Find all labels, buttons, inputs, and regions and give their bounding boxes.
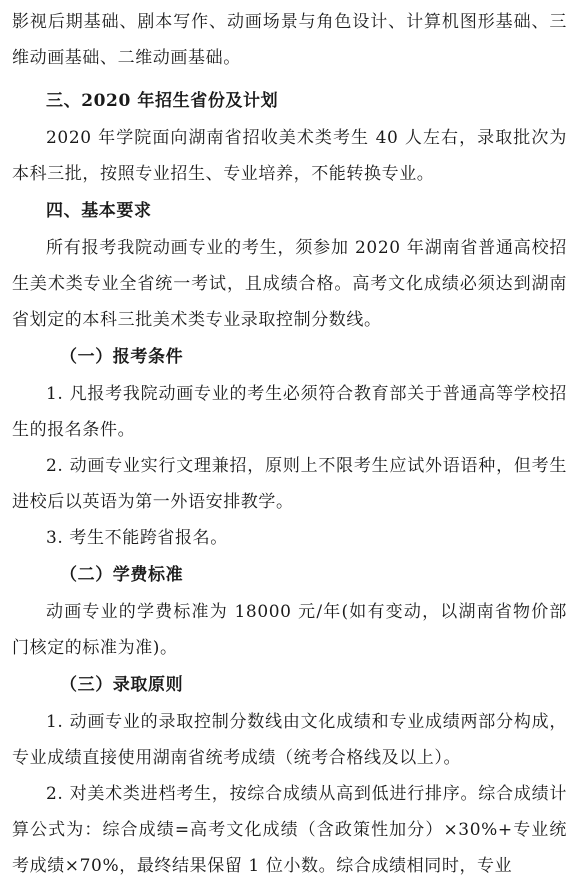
paragraph-principle-1: 1. 动画专业的录取控制分数线由文化成绩和专业成绩两部分构成，专业成绩直接使用湖南省统考成绩（统考合格线及以上）。	[12, 712, 567, 768]
subheading-admission-principles: （三）录取原则	[60, 675, 184, 695]
subheading-tuition: （二）学费标准	[60, 565, 184, 585]
paragraph-enrollment-plan: 2020 年学院面向湖南省招收美术类考生 40 人左右，录取批次为本科三批，按照专业招生、专业培养，不能转换专业。	[12, 128, 567, 184]
paragraph-condition-3: 3. 考生不能跨省报名。	[46, 528, 228, 548]
paragraph-condition-2: 2. 动画专业实行文理兼招，原则上不限考生应试外语语种，但考生进校后以英语为第一外语安排教学。	[12, 456, 567, 512]
paragraph-principle-2: 2. 对美术类进档考生，按综合成绩从高到低进行排序。综合成绩计算公式为：综合成绩=高考文化成绩（含政策性加分）×30%+专业统考成绩×70%，最终结果保留 1 位小数。综合成绩相同时，专业	[12, 784, 567, 876]
heading-section-4: 四、基本要求	[46, 201, 152, 221]
paragraph-basic-requirements: 所有报考我院动画专业的考生，须参加 2020 年湖南省普通高校招生美术类专业全省统一考试，且成绩合格。高考文化成绩必须达到湖南省划定的本科三批美术类专业录取控制分数线。	[12, 238, 567, 330]
heading-section-3: 三、2020 年招生省份及计划	[46, 91, 279, 111]
paragraph-condition-1: 1. 凡报考我院动画专业的考生必须符合教育部关于普通高等学校招生的报名条件。	[12, 384, 567, 440]
paragraph-tuition: 动画专业的学费标准为 18000 元/年(如有变动，以湖南省物价部门核定的标准为准)。	[12, 602, 567, 658]
subheading-application-conditions: （一）报考条件	[60, 347, 184, 367]
paragraph-course-list: 影视后期基础、剧本写作、动画场景与角色设计、计算机图形基础、三维动画基础、二维动画基础。	[12, 12, 567, 68]
